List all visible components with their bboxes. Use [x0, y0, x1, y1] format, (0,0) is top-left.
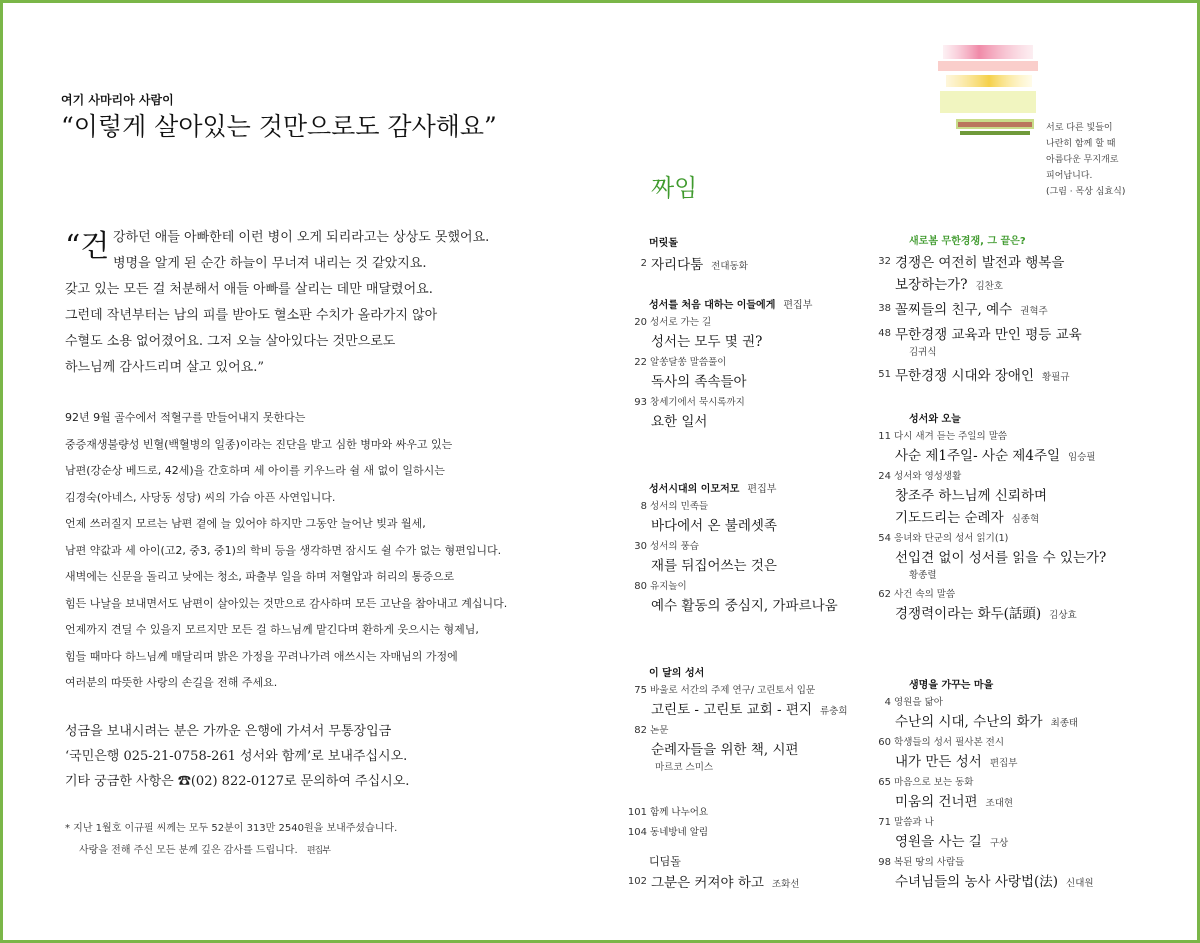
- toc-entry[interactable]: [869, 531, 1169, 584]
- toc-subtitle: 알쏭달쏭 말씀풀이: [650, 357, 727, 368]
- story-line: 새벽에는 신문을 돌리고 낮에는 청소, 파출부 일을 하며 저혈압과 허리의 통증으로: [65, 570, 455, 583]
- toc-author: 임승필: [1068, 452, 1096, 463]
- toc-section-editor: 편집부: [747, 484, 777, 495]
- toc-author: 황종렬: [909, 570, 937, 581]
- toc-subtitle: 다시 새겨 듣는 주일의 말씀: [894, 431, 1008, 442]
- story-line: 여러분의 따뜻한 사랑의 손길을 전해 주세요.: [65, 676, 278, 689]
- toc-entry[interactable]: [869, 469, 1169, 528]
- toc-subtitle: 성서와 영성생활: [894, 471, 962, 482]
- toc-subtitle: 사건 속의 말씀: [894, 589, 956, 600]
- toc-page: 48: [878, 328, 891, 339]
- toc-page: 60: [878, 737, 891, 748]
- toc-title: 선입견 없이 성서를 읽을 수 있는가?: [895, 550, 1107, 566]
- toc-page: 75: [634, 685, 647, 696]
- toc-section-first-readers: [625, 297, 887, 435]
- toc-title: 독사의 족속들아: [651, 374, 747, 390]
- toc-entry[interactable]: [625, 395, 887, 432]
- toc-title: 성서는 모두 몇 권?: [651, 334, 763, 350]
- thanks-note: [65, 818, 565, 862]
- quote-line: 강하던 애들 아빠한테 이런 병이 오게 되리라고는 상상도 못했어요.: [113, 230, 490, 245]
- toc-title: 꼴찌들의 친구, 예수: [895, 302, 1013, 318]
- toc-subtitle: 창세기에서 묵시록까지: [650, 397, 745, 408]
- toc-title: 수녀님들의 농사 사랑법(法): [895, 874, 1059, 890]
- toc-page: 32: [878, 256, 891, 267]
- toc-title: 경쟁력이라는 화두(話頭): [895, 606, 1042, 622]
- toc-author: 심종혁: [1011, 514, 1040, 525]
- toc-subtitle: 성서의 민족들: [650, 501, 709, 512]
- toc-entry[interactable]: [869, 364, 1169, 386]
- toc-subtitle: 논문: [650, 725, 669, 736]
- toc-subtitle: 응녀와 단군의 성서 읽기(1): [894, 533, 1009, 544]
- toc-title: 수난의 시대, 수난의 화가: [895, 714, 1043, 730]
- toc-section-monthly-bible: [625, 665, 887, 779]
- story-line: 92년 9월 골수에서 적혈구를 만들어내지 못한다는: [65, 411, 306, 424]
- toc-entry[interactable]: [625, 315, 887, 352]
- toc-section-meoritdol: [625, 235, 887, 278]
- toc-entry[interactable]: [869, 735, 1169, 772]
- toc-subtitle: 말씀과 나: [894, 817, 934, 828]
- story-line: 힘든 나날을 보내면서도 남편이 살아있는 것만으로 감사하며 모든 고난을 참아내고 계십니다.: [65, 596, 508, 610]
- toc-subtitle: 성서로 가는 길: [650, 317, 712, 328]
- toc-section-life-village: [869, 677, 1169, 895]
- toc-section-heading: 새로봄 무한경쟁, 그 끝은?: [909, 236, 1026, 247]
- editor-signature: 편집부: [306, 846, 330, 856]
- toc-page: 20: [634, 317, 647, 328]
- toc-page: 82: [634, 725, 647, 736]
- toc-page: 51: [878, 369, 891, 380]
- toc-simple-label: 동네방네 알림: [650, 827, 709, 838]
- toc-page: 71: [878, 817, 891, 828]
- toc-title-cont: 기도드리는 순례자: [895, 510, 1004, 526]
- toc-section-heading: 생명을 가꾸는 마을: [909, 680, 994, 691]
- toc-page: 2: [640, 258, 647, 269]
- quote-line: 하느님께 감사드리며 살고 있어요.”: [65, 360, 264, 375]
- toc-subtitle: 복된 땅의 사람들: [894, 857, 965, 868]
- toc-entry[interactable]: [869, 251, 1169, 295]
- caption-line: 피어납니다.: [1046, 171, 1093, 181]
- quote-line: 병명을 알게 된 순간 하늘이 무너져 내리는 것 같았지요.: [113, 256, 427, 271]
- toc-entry[interactable]: [869, 775, 1169, 812]
- toc-entry[interactable]: [625, 723, 887, 776]
- toc-entry[interactable]: [869, 587, 1169, 624]
- toc-entry[interactable]: [625, 579, 887, 616]
- toc-title: 무한경쟁 시대와 장애인: [895, 368, 1034, 384]
- toc-page: 101: [627, 807, 647, 818]
- toc-simple-label: 함께 나누어요: [650, 807, 709, 818]
- toc-subtitle: 유지놀이: [650, 581, 687, 592]
- article-kicker: 여기 사마리아 사람이: [61, 93, 174, 107]
- toc-title: 내가 만든 성서: [895, 754, 982, 770]
- quote-line: 갖고 있는 모든 걸 처분해서 애들 아빠를 살리는 데만 매달렸어요.: [65, 282, 433, 297]
- toc-entry[interactable]: [625, 253, 887, 275]
- toc-author: 구상: [989, 838, 1009, 849]
- story-line: 김경숙(아네스, 사당동 성당) 씨의 가슴 아픈 사연입니다.: [65, 490, 336, 504]
- toc-simple-item[interactable]: [625, 823, 887, 843]
- toc-author: 마르코 스미스: [655, 762, 714, 773]
- toc-title-cont: 보장하는가?: [895, 277, 968, 293]
- toc-author: 전대동화: [711, 261, 748, 272]
- toc-author: 신대원: [1066, 878, 1094, 889]
- quote-line: 수혈도 소용 없어졌어요. 그저 오늘 살아있다는 것만으로도: [65, 334, 396, 349]
- toc-page: 22: [634, 357, 647, 368]
- quote-dropcap: “건: [65, 229, 110, 264]
- toc-section-heading: 성서를 처음 대하는 이들에게 편집부: [649, 300, 813, 311]
- toc-author: 최종태: [1050, 718, 1079, 729]
- contents-title: 짜임: [651, 174, 698, 202]
- toc-entry[interactable]: [625, 355, 887, 392]
- toc-entry[interactable]: [869, 429, 1169, 466]
- note-text: 사랑을 전해 주신 모든 분께 깊은 감사를 드립니다.: [79, 845, 298, 856]
- toc-page: 24: [878, 471, 891, 482]
- toc-title: 영원을 사는 길: [895, 834, 982, 850]
- toc-title: 요한 일서: [651, 414, 708, 430]
- toc-page: 80: [634, 581, 647, 592]
- toc-title: 사순 제1주일- 사순 제4주일: [895, 448, 1061, 464]
- toc-title: 경쟁은 여전히 발전과 행복을: [895, 255, 1065, 271]
- donation-info: [65, 719, 565, 794]
- toc-subtitle: 바울로 서간의 주제 연구/ 고린토서 입문: [650, 685, 816, 696]
- caption-line: 나란히 함께 할 때: [1046, 139, 1116, 149]
- toc-author: 조대현: [985, 798, 1014, 809]
- toc-page: 54: [878, 533, 891, 544]
- toc-page: 98: [878, 857, 891, 868]
- toc-page: 11: [878, 431, 891, 442]
- toc-page: 65: [878, 777, 891, 788]
- rainbow-illustration: [938, 43, 1038, 141]
- toc-author: 권혁주: [1020, 306, 1048, 317]
- toc-entry[interactable]: [625, 499, 887, 536]
- toc-page: 38: [878, 303, 891, 314]
- toc-title: 재를 뒤집어쓰는 것은: [651, 558, 777, 574]
- toc-section-bible-times: [625, 481, 887, 619]
- story-line: 남편 약값과 세 아이(고2, 중3, 중1)의 학비 등을 생각하면 잠시도 쉴 수가 없는 형편입니다.: [65, 543, 502, 557]
- toc-entry[interactable]: [869, 815, 1169, 852]
- toc-section-heading: 성서와 오늘: [909, 414, 961, 425]
- article-headline: “이렇게 살아있는 것만으로도 감사해요”: [61, 112, 497, 141]
- toc-author: 김찬호: [975, 281, 1003, 292]
- toc-author: 김귀식: [909, 347, 937, 358]
- toc-section-heading: 이 달의 성서: [649, 668, 705, 679]
- toc-entry[interactable]: [625, 539, 887, 576]
- toc-section-heading: 디딤돌: [649, 855, 681, 868]
- toc-subtitle: 영원을 닮아: [894, 697, 943, 708]
- toc-entry[interactable]: [625, 871, 887, 893]
- toc-author: 황필규: [1042, 372, 1070, 383]
- caption-line: 아름다운 무지개로: [1046, 155, 1119, 165]
- story-line: 중증재생불량성 빈혈(백혈병의 일종)이라는 진단을 받고 심한 병마와 싸우고 있는: [65, 437, 453, 451]
- toc-author: 류충희: [820, 706, 848, 717]
- toc-entry[interactable]: [869, 855, 1169, 892]
- toc-author: 편집부: [989, 758, 1018, 769]
- toc-simple-list: [625, 803, 887, 843]
- note-line: * 지난 1월호 이규필 씨께는 모두 52분이 313만 2540원을 보내주셨습니다.: [65, 823, 398, 834]
- toc-section-didimdol: [625, 853, 887, 896]
- toc-page: 30: [634, 541, 647, 552]
- toc-subtitle: 마음으로 보는 동화: [894, 777, 974, 788]
- toc-subtitle: 성서의 풍습: [650, 541, 699, 552]
- toc-title: 고린토 - 고린토 교회 - 편지: [651, 702, 812, 718]
- toc-title: 순례자들을 위한 책, 시편: [651, 742, 799, 758]
- donation-line: ‘국민은행 025-21-0758-261 성서와 함께’로 보내주십시오.: [65, 749, 408, 764]
- toc-entry[interactable]: [625, 683, 887, 720]
- toc-section-editor: 편집부: [783, 300, 813, 311]
- toc-title: 미움의 건너편: [895, 794, 978, 810]
- toc-page: 8: [640, 501, 647, 512]
- caption-line: 서로 다른 빛들이: [1046, 123, 1113, 133]
- quote-block: [65, 225, 565, 381]
- toc-entry[interactable]: [869, 298, 1169, 320]
- caption-line: (그림 · 목상 심효식): [1046, 187, 1126, 197]
- toc-page: 104: [627, 827, 647, 838]
- toc-title: 그분은 커져야 하고: [651, 875, 764, 891]
- toc-author: 조화선: [771, 879, 800, 890]
- toc-page: 62: [878, 589, 891, 600]
- donation-line: 기타 궁금한 사항은 ☎(02) 822-0127로 문의하여 주십시오.: [65, 774, 410, 789]
- toc-page: 93: [634, 397, 647, 408]
- note-line: [65, 840, 565, 862]
- toc-page: 4: [884, 697, 891, 708]
- story-line: 남편(강순상 베드로, 42세)을 간호하며 세 아이를 키우느라 쉴 새 없이 일하시는: [65, 464, 445, 477]
- toc-section-bible-today: [869, 411, 1169, 627]
- toc-author: 김상효: [1049, 610, 1077, 621]
- toc-entry[interactable]: [869, 323, 1169, 361]
- toc-title: 바다에서 온 불레셋족: [651, 518, 777, 534]
- toc-simple-item[interactable]: [625, 803, 887, 823]
- story-body: [65, 405, 565, 697]
- toc-title: 창조주 하느님께 신뢰하며: [895, 488, 1048, 504]
- toc-entry[interactable]: [869, 695, 1169, 732]
- toc-title: 무한경쟁 교육과 만인 평등 교육: [895, 327, 1082, 343]
- toc-section-heading: 머릿돌: [649, 238, 678, 249]
- illustration-caption: [1046, 120, 1186, 200]
- toc-page: 102: [627, 876, 647, 887]
- toc-title: 예수 활동의 중심지, 가파르나움: [651, 598, 838, 614]
- quote-line: 그런데 작년부터는 남의 피를 받아도 혈소판 수치가 올라가지 않아: [65, 308, 438, 323]
- story-line: 언제 쓰러질지 모르는 남편 곁에 늘 있어야 하지만 그동안 늘어난 빚과 월세,: [65, 517, 426, 530]
- story-line: 힘들 때마다 하느님께 매달리며 밝은 가정을 꾸려나가려 애쓰시는 자매님의 가정에: [65, 649, 458, 663]
- story-line: 언제까지 견딜 수 있을지 모르지만 모든 걸 하느님께 맡긴다며 환하게 웃으시는 형제님,: [65, 623, 479, 636]
- toc-section-heading: 성서시대의 이모저모 편집부: [649, 484, 777, 495]
- toc-title: 자리다툼: [651, 257, 704, 273]
- toc-subtitle: 학생들의 성서 필사본 전시: [894, 737, 1005, 748]
- donation-line: 성금을 보내시려는 분은 가까운 은행에 가셔서 무통장입금: [65, 724, 392, 739]
- toc-section-competition: [869, 233, 1169, 389]
